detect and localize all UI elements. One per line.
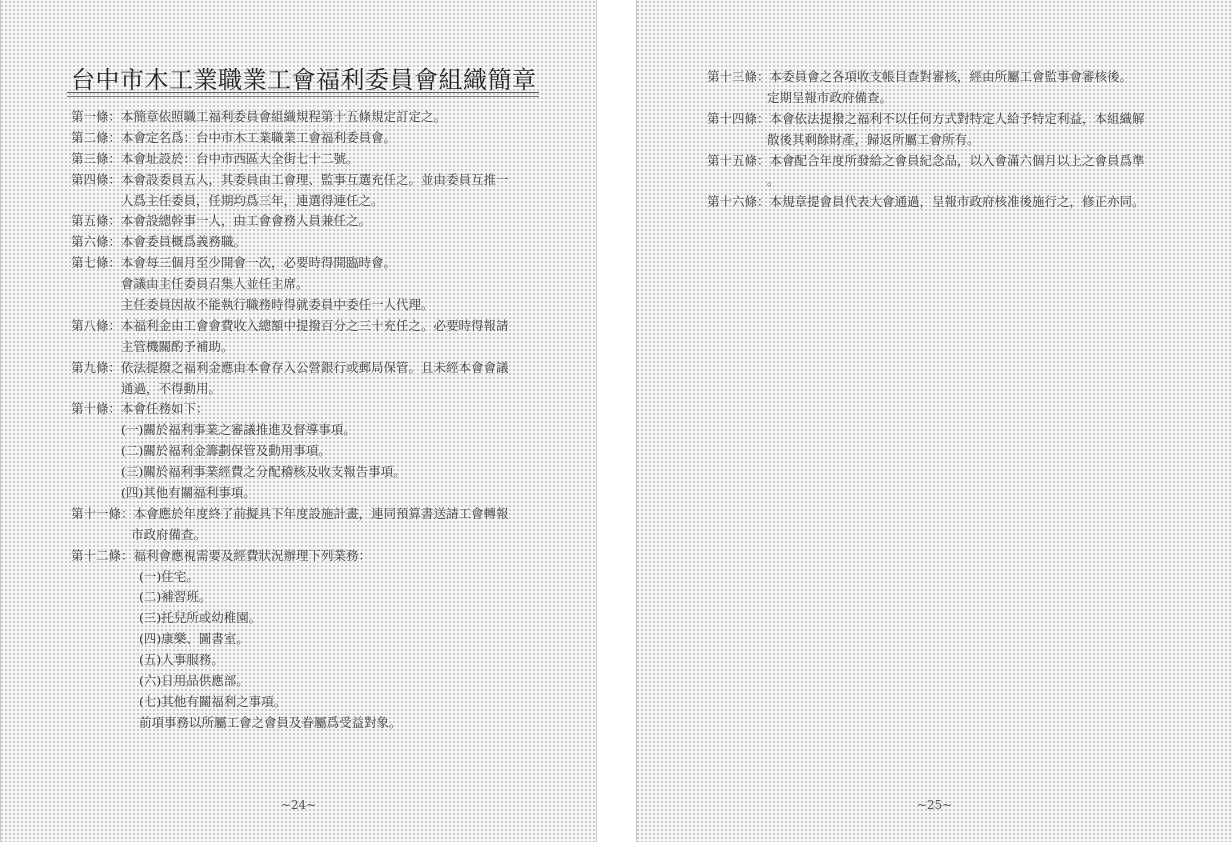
article-8: 第八條：本福利金由工會會費收入總額中提撥百分之三十充任之。必要時得報請: [71, 317, 509, 333]
left-page: [0, 0, 597, 842]
article-12-item: (一)住宅。: [139, 568, 199, 584]
article-12-item: (三)托兒所或幼稚園。: [139, 610, 262, 626]
article-10-item: (一)關於福利事業之審議推進及督導事項。: [121, 422, 356, 438]
article-7-continuation: 主任委員因故不能執行職務時得就委員中委任一人代理。: [121, 297, 434, 313]
article-14: 第十四條：本會依法提撥之福利不以任何方式對特定人給予特定利益，本組織解: [707, 110, 1145, 126]
article-11-continuation: 市政府備查。: [131, 526, 207, 542]
article-9: 第九條：依法提撥之福利金應由本會存入公營銀行或郵局保管。且未經本會會議: [71, 359, 509, 375]
article-12-item: (七)其他有關福利之事項。: [139, 693, 287, 709]
article-12: 第十二條：福利會應視需要及經費狀況辦理下列業務：: [71, 547, 372, 563]
article-15: 第十五條：本會配合年度所發給之會員紀念品，以入會滿六個月以上之會員爲準: [707, 152, 1145, 168]
article-13-continuation: 定期呈報市政府備查。: [767, 89, 893, 105]
article-7: 第七條：本會每三個月至少開會一次，必要時得開臨時會。: [71, 255, 397, 271]
article-12-item: (四)康樂、圖書室。: [139, 631, 249, 647]
article-13: 第十三條：本委員會之各項收支帳目查對審核，經由所屬工會監事會審核後。: [707, 69, 1133, 84]
article-7-continuation: 會議由主任委員召集人並任主席。: [121, 276, 309, 292]
article-4: 第四條：本會設委員五人，其委員由工會理、監事互選充任之。並由委員互推一: [71, 171, 509, 187]
article-12-item: (二)補習班。: [139, 589, 212, 605]
article-5: 第五條：本會設總幹事一人，由工會會務人員兼任之。: [71, 213, 372, 229]
article-10: 第十條：本會任務如下：: [71, 401, 209, 417]
article-1: 第一條：本簡章依照職工福利委員會組織規程第十五條規定訂定之。: [71, 109, 447, 124]
page-number: ~24~: [280, 798, 317, 812]
right-page-body: [707, 67, 1177, 213]
article-4-continuation: 人爲主任委員，任期均爲三年，連選得連任之。: [121, 192, 384, 208]
title-rule-bottom: [67, 96, 539, 97]
article-11: 第十一條：本會應於年度終了前擬具下年度設施計畫，連同預算書送請工會轉報: [71, 505, 509, 521]
article-6: 第六條：本會委員概爲義務職。: [71, 234, 247, 250]
article-12-note: 前項事務以所屬工會之會員及眷屬爲受益對象。: [139, 714, 402, 730]
page-gutter: [597, 0, 636, 842]
article-9-continuation: 通過，不得動用。: [121, 380, 222, 396]
article-14-continuation: 散後其剩餘財產，歸返所屬工會所有。: [767, 131, 980, 147]
left-page-body: [71, 107, 551, 734]
right-page: [636, 0, 1232, 842]
document-title: 台中市木工業職業工會福利委員會組織簡章: [71, 66, 537, 94]
article-10-item: (三)關於福利事業經費之分配稽核及收支報告事項。: [121, 464, 406, 480]
article-12-item: (六)日用品供應部。: [139, 673, 249, 689]
article-16: 第十六條：本規章提會員代表大會通過，呈報市政府核准後施行之，修正亦同。: [707, 194, 1145, 210]
article-8-continuation: 主管機關酌予補助。: [121, 338, 234, 354]
article-3: 第三條：本會址設於：台中市西區大全街七十二號。: [71, 150, 359, 166]
page-number: ~25~: [916, 798, 953, 812]
article-15-continuation: 。: [767, 173, 780, 189]
article-2: 第二條：本會定名爲：台中市木工業職業工會福利委員會。: [71, 129, 397, 145]
title-rule-top: [67, 92, 539, 93]
article-12-item: (五)人事服務。: [139, 652, 224, 668]
article-10-item: (二)關於福利金籌劃保管及動用事項。: [121, 443, 331, 459]
article-10-item: (四)其他有關福利事項。: [121, 485, 256, 501]
